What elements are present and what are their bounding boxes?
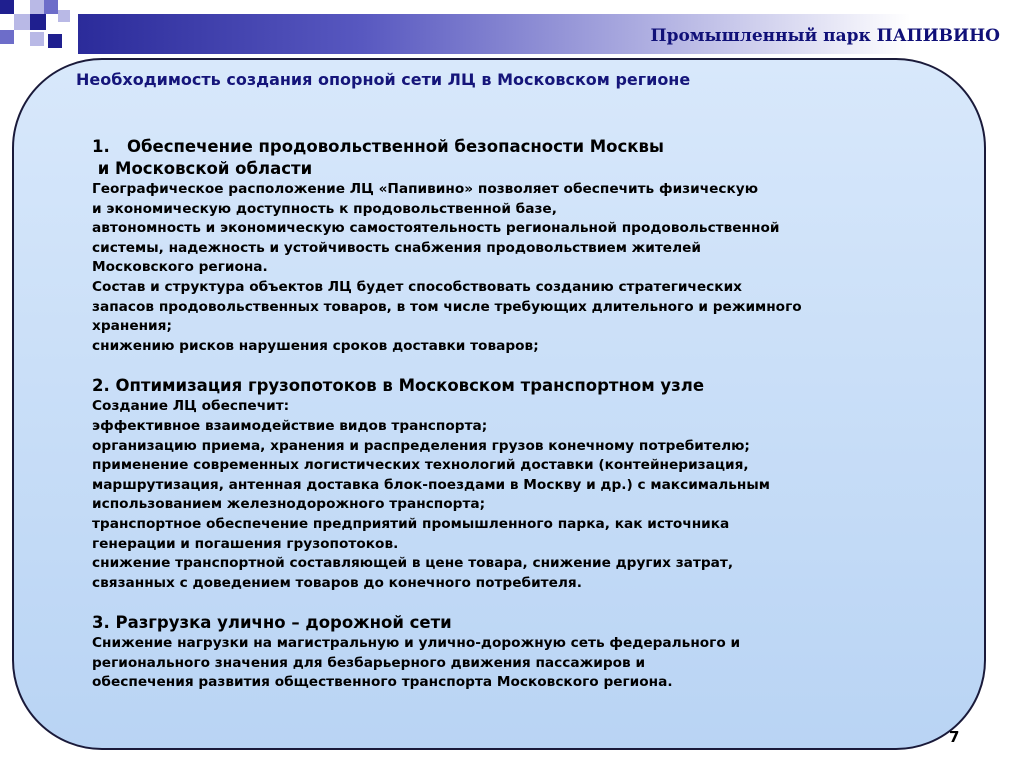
body-text-line: снижению рисков нарушения сроков доставки товаров;	[92, 337, 539, 354]
decor-square	[14, 14, 30, 30]
body-text-line: Снижение нагрузки на магистральную и улично-дорожную сеть федерального и	[92, 635, 741, 652]
body-text-line: Географическое расположение ЛЦ «Папивино» позволяет обеспечить физическую	[92, 181, 759, 197]
body-text-line: запасов продовольственных товаров, в том числе требующих длительного и режимного	[92, 298, 802, 315]
decor-square	[0, 30, 14, 44]
body-text-line: маршрутизация, антенная доставка блок-поездами в Москву и др.) с максимальным	[92, 476, 770, 493]
content-body	[92, 136, 982, 693]
decor-square	[44, 0, 58, 14]
page-number: 7	[949, 728, 960, 746]
body-text-line: эффективное взаимодействие видов транспорта;	[92, 417, 488, 434]
body-text-line: обеспечения развития общественного транспорта Московского региона.	[92, 674, 673, 691]
body-text-line: автономность и экономическую самостоятельность региональной продовольственной	[92, 220, 780, 237]
body-text-line: системы, надежность и устойчивость снабжения продовольствием жителей	[92, 239, 701, 256]
decor-square	[48, 34, 62, 48]
body-text-line: Состав и структура объектов ЛЦ будет способствовать созданию стратегических	[92, 278, 742, 295]
section-title: и Московской области	[92, 159, 313, 178]
body-text-line: снижение транспортной составляющей в цене товара, снижение других затрат,	[92, 555, 734, 572]
section-title: 2. Оптимизация грузопотоков в Московском транспортном узле	[92, 376, 705, 396]
page-title: Промышленный парк ПАПИВИНО	[650, 26, 1000, 46]
decor-square	[30, 0, 44, 14]
body-text-line: генерации и погашения грузопотоков.	[92, 535, 399, 552]
body-text-line: использованием железнодорожного транспорта;	[92, 496, 486, 513]
body-text-line: связанных с доведением товаров до конечного потребителя.	[92, 574, 582, 591]
body-text-line: Создание ЛЦ обеспечит:	[92, 398, 290, 415]
body-text-line: организацию приема, хранения и распределения грузов конечному потребителю;	[92, 437, 750, 454]
body-text-line: Московского региона.	[92, 259, 268, 276]
body-text-line: применение современных логистических технологий доставки (контейнеризация,	[92, 457, 749, 474]
section-spacer	[92, 593, 982, 612]
body-text-line: хранения;	[92, 318, 172, 335]
decor-square	[58, 10, 70, 22]
section-spacer	[92, 356, 982, 375]
section-title: 1. Обеспечение продовольственной безопасности Москвы	[92, 137, 664, 156]
decor-square	[30, 32, 44, 46]
body-text-line: и экономическую доступность к продовольственной базе,	[92, 200, 557, 217]
decor-square	[0, 0, 14, 14]
decor-square	[30, 14, 46, 30]
slide-heading: Необходимость создания опорной сети ЛЦ в Московском регионе	[76, 70, 691, 89]
section-title: 3. Разгрузка улично – дорожной сети	[92, 613, 452, 633]
body-text-line: регионального значения для безбарьерного движения пассажиров и	[92, 654, 646, 671]
body-text-line: транспортное обеспечение предприятий промышленного парка, как источника	[92, 515, 730, 532]
